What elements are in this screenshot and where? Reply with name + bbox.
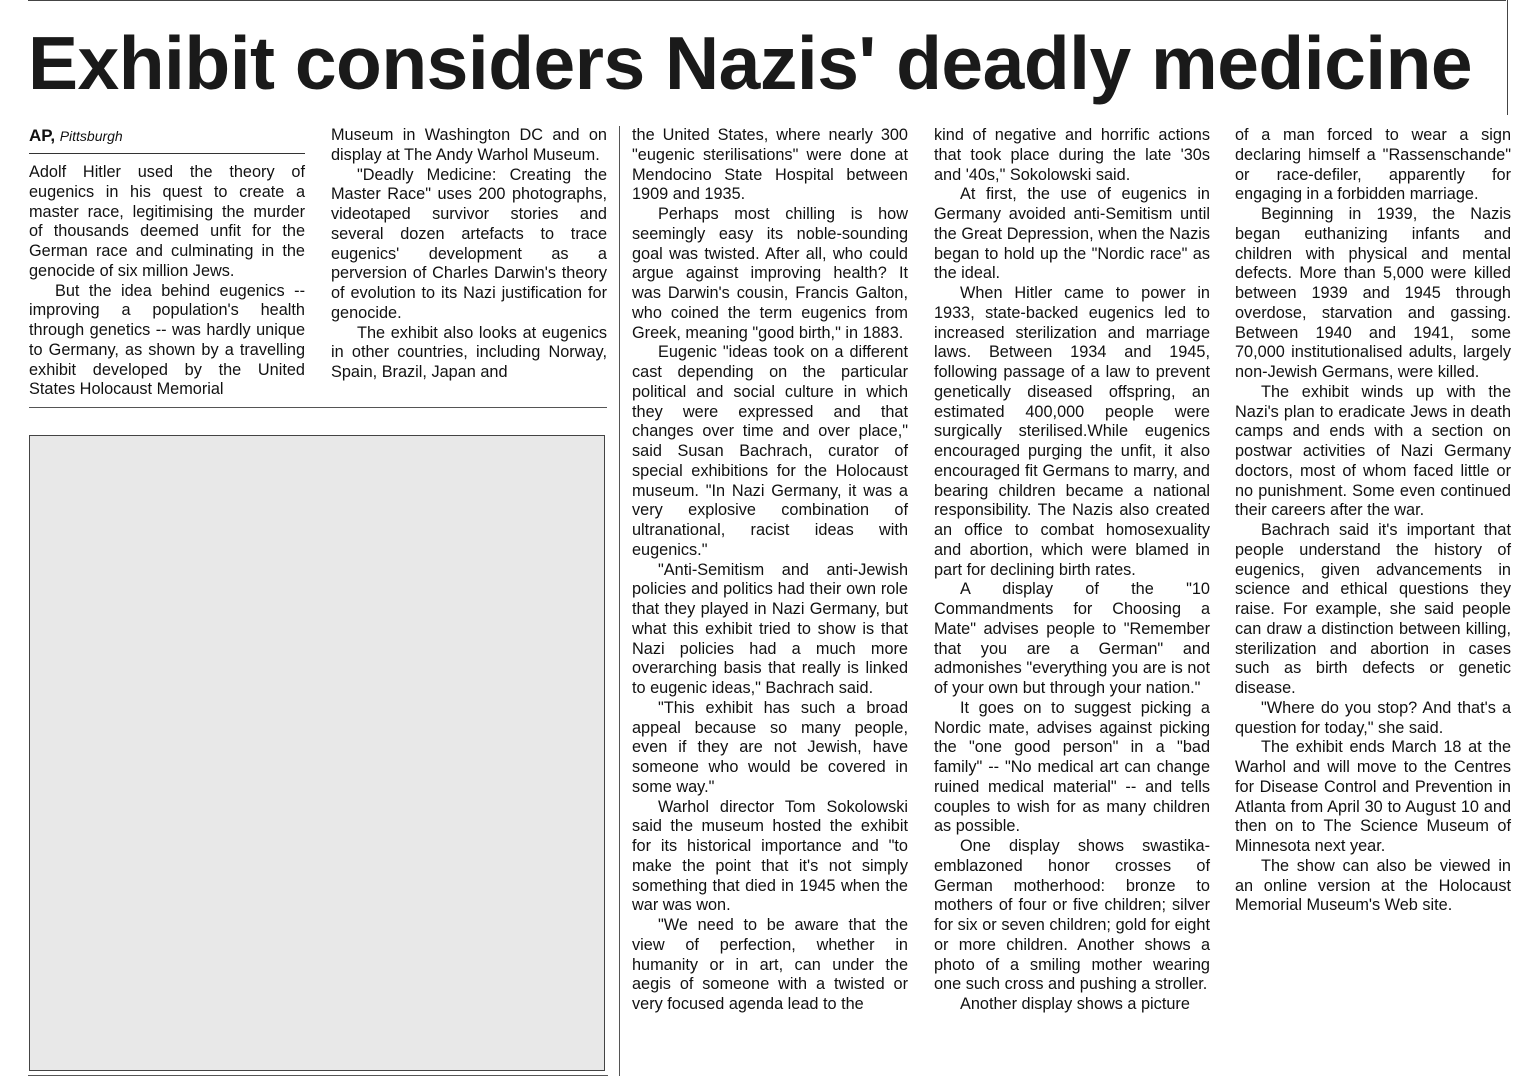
paragraph: "Deadly Medicine: Creating the Master Race" uses 200 photographs, videotaped survivor stories and several dozen artefacts to trace eugenics' development as a perversion of Charles Darwin's theory of evolution to its Nazi justification for genocide.	[331, 165, 607, 322]
bottom-rule	[28, 1075, 608, 1076]
paragraph: A display of the "10 Commandments for Choosing a Mate" advises people to "Remember that you are a German" and admonishes "everything you are is not of your own but through your nation."	[934, 580, 1210, 697]
column-5	[1235, 126, 1511, 916]
paragraph: Perhaps most chilling is how seemingly easy its noble-sounding goal was twisted. After all, who could argue against improving health? It was Darwin's cousin, Francis Galton, who coined the term eugenics from Greek, meaning "good birth," in 1883.	[632, 205, 908, 342]
paragraph: The exhibit ends March 18 at the Warhol and will move to the Centres for Disease Control and Prevention in Atlanta from April 30 to August 10 and then on to The Science Museum of Minnesota next year.	[1235, 738, 1511, 855]
paragraph: But the idea behind eugenics -- improving a population's health through genetics -- was hardly unique to Germany, as shown by a travelling exhibit developed by the United States Holocaust Memorial	[29, 281, 305, 399]
paragraph: kind of negative and horrific actions that took place during the late '30s and '40s," Sokolowski said.	[934, 126, 1210, 184]
headline: Exhibit considers Nazis' deadly medicine	[28, 21, 1473, 105]
paragraph: Another display shows a picture	[960, 995, 1190, 1013]
byline-agency: AP,	[29, 126, 56, 145]
paragraph: "This exhibit has such a broad appeal because so many people, even if they are not Jewish, have someone who would be covered in some way."	[632, 698, 908, 796]
top-border	[28, 0, 1506, 1]
photo-placeholder	[29, 435, 605, 1071]
paragraph: of a man forced to wear a sign declaring himself a "Rassenschande" or race-defiler, apparently for engaging in a forbidden marriage.	[1235, 126, 1511, 204]
paragraph: When Hitler came to power in 1933, state-backed eugenics led to increased sterilization and marriage laws. Between 1934 and 1945, following passage of a law to prevent genetically diseased offspring, an estimated 400,000 people were surgically sterilised.While eugenics encouraged purging the unfit, it also encouraged fit Germans to marry, and bearing children became a national responsibility. The Nazis also created an office to combat homosexuality and abortion, which were blamed in part for declining birth rates.	[934, 284, 1210, 579]
paragraph: At first, the use of eugenics in Germany avoided anti-Semitism until the Great Depression, when the Nazis began to hold up the "Nordic race" as the ideal.	[934, 185, 1210, 283]
paragraph: The exhibit also looks at eugenics in other countries, including Norway, Spain, Brazil, Japan and	[331, 323, 607, 381]
paragraph: Beginning in 1939, the Nazis began euthanizing infants and children with physical and mental defects. More than 5,000 were killed between 1939 and 1945 through overdose, starvation and gassing. Between 1940 and 1941, some 70,000 institutionalised adults, largely non-Jewish Germans, were killed.	[1235, 205, 1511, 381]
column-2	[331, 126, 607, 383]
paragraph: Museum in Washington DC and on display at The Andy Warhol Museum.	[331, 126, 607, 164]
column-1	[29, 126, 305, 400]
paragraph: The exhibit winds up with the Nazi's plan to eradicate Jews in death camps and ends with a section on postwar activities of Nazi Germany doctors, most of whom faced little or no punishment. Some even continued their careers after the war.	[1235, 382, 1511, 520]
photo-top-rule	[29, 407, 607, 408]
paragraph: "Where do you stop? And that's a question for today," she said.	[1235, 698, 1511, 737]
paragraph: Warhol director Tom Sokolowski said the museum hosted the exhibit for its historical importance and "to make the point that it's not simply something that died in 1945 when the war was won.	[632, 797, 908, 915]
byline-city: Pittsburgh	[59, 128, 123, 144]
paragraph: the United States, where nearly 300 "eugenic sterilisations" were done at Mendocino State Hospital between 1909 and 1935.	[632, 126, 908, 204]
column-divider	[619, 126, 620, 1076]
paragraph: Eugenic "ideas took on a different cast depending on the particular political and social culture in which they were expressed and that changes over time and over place," said Susan Bachrach, curator of special exhibitions for the Holocaust museum. "In Nazi Germany, it was a very explosive combination of ultranational, racist ideas with eugenics."	[632, 343, 908, 559]
paragraph: "We need to be aware that the view of perfection, whether in humanity or in art, can under the aegis of someone with a twisted or very focused agenda lead to the	[632, 916, 908, 1013]
paragraph: One display shows swastika-emblazoned honor crosses of German motherhood: bronze to mothers of four or five children; silver for six or seven children; gold for eight or more children. Another shows a photo of a smiling mother wearing one such cross and pushing a stroller.	[934, 837, 1210, 994]
paragraph: The show can also be viewed in an online version at the Holocaust Memorial Museum's Web site.	[1235, 856, 1511, 915]
byline	[29, 126, 305, 154]
column-3	[632, 126, 908, 1015]
paragraph: Bachrach said it's important that people understand the history of eugenics, given advancements in science and ethical questions they raise. For example, she said people can draw a distinction between killing, sterilization and abortion in cases such as birth defects or genetic disease.	[1235, 521, 1511, 697]
paragraph: It goes on to suggest picking a Nordic mate, advises against picking the "one good person" in a "bad family" -- "No medical art can change ruined medical material" -- and tells couples to wish for as many children as possible.	[934, 698, 1210, 836]
paragraph: Adolf Hitler used the theory of eugenics in his quest to create a master race, legitimising the murder of thousands deemed unfit for the German race and culminating in the genocide of six million Jews.	[29, 163, 305, 280]
paragraph: "Anti-Semitism and anti-Jewish policies and politics had their own role that they played in Nazi Germany, but what this exhibit tried to show is that Nazi policies had a much more overarching basis that really is linked to eugenic ideas," Bachrach said.	[632, 560, 908, 697]
column-4	[934, 126, 1210, 1015]
